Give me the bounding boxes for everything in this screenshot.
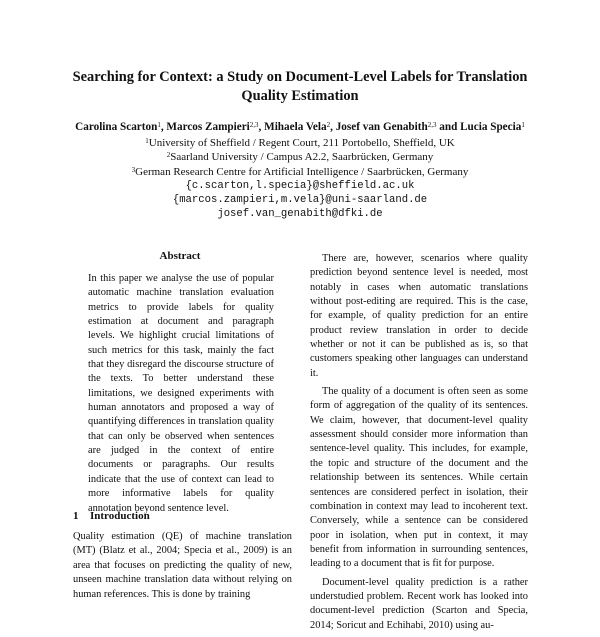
section-heading (73, 510, 150, 522)
paper-title: Searching for Context: a Study on Document-Level Labels for Translation Quality Estimation (72, 69, 528, 104)
author-affil-mark: 1 (521, 121, 525, 129)
abstract-heading: Abstract (159, 250, 201, 262)
author-affil-mark: 2 (326, 121, 331, 129)
author-affil-mark: 1 (157, 121, 161, 129)
author-name: Lucia Specia (460, 121, 522, 133)
affiliation-block (30, 136, 570, 222)
intro-text: Quality estimation (QE) of machine translation (MT) (Blatz et al., 2004; Specia et al., 2009) is an area that focuses on predicting the quality of new, unseen machine translation data without relying on human references. This is done by training (73, 531, 292, 600)
author-name: Mihaela Vela (264, 121, 327, 133)
section-number: 1 (73, 510, 79, 522)
body-paragraph: The quality of a document is often seen as some form of aggregation of the quality of its sentences. We claim, however, that document-level quality assessment should consider more information than sentence-level quality. This includes, for example, the topic and structure of the document and the relationship between its sentences. While certain sentences are considered perfect in isolation, their combination in context may lead to incoherent text. Conversely, while a sentence can be considered poor in isolation, when put in context, it may benefit from information in surrounding sentences, leading to a document that is fit for purpose. (310, 386, 528, 570)
author-affil-mark: 2,3 (427, 121, 437, 129)
email-line[interactable]: {marcos.zampieri,m.vela}@uni-saarland.de (172, 194, 428, 207)
affiliation-line: $^1$University of Sheffield / Regent Court, 211 Portobello, Sheffield, UK (145, 137, 455, 149)
author-name: Marcos Zampieri (166, 121, 250, 133)
body-paragraph: There are, however, scenarios where quality prediction beyond sentence level is needed, most notably in cases when automatic translations without post-editing are required. This is the case, for example, of quality prediction for an entire product review translation in order to decide whether or not it can be published as is, so that customers speaking other languages can understand it. (310, 253, 528, 379)
email-line[interactable]: josef.van_genabith@dfki.de (217, 208, 383, 221)
author-list: Carolina Scarton$^1$, Marcos Zampieri$^{2,3}$, Mihaela Vela$^2$, Josef van Genabith$^{2,3}$ and Lucia Specia$^1$ (75, 121, 525, 133)
abstract-text: In this paper we analyse the use of popular automatic machine translation evaluation metrics to provide labels for quality estimation at document and paragraph levels. We highlight crucial limitations of such metrics for this task, mainly the fact that they disregard the discourse structure of the texts. To better understand these limitations, we designed experiments with human annotators and proposed a way of quantifying differences in translation quality that can only be observed when sentences are judged in the context of entire documents or paragraphs. Our results indicate that the use of context can lead to more informative labels for quality annotation beyond sentence level. (88, 273, 274, 514)
affiliation-line: $^3$German Research Centre for Artificial Intelligence / Saarbrücken, Germany (131, 165, 469, 178)
author-name: Josef van Genabith (335, 121, 428, 133)
affiliation-line: $^2$Saarland University / Campus A2.2, Saarbrücken, Germany (166, 151, 434, 164)
section-title: Introduction (90, 510, 150, 522)
email-line[interactable]: {c.scarton,l.specia}@sheffield.ac.uk (185, 179, 415, 192)
right-column (310, 252, 528, 637)
body-paragraph: Document-level quality prediction is a rather understudied problem. Recent work has looked into document-level prediction (Scarton and Specia, 2014; Soricut and Echihabi, 2010) using au- (310, 576, 528, 631)
author-name: Carolina Scarton (75, 121, 158, 133)
author-affil-mark: 2,3 (249, 121, 259, 129)
